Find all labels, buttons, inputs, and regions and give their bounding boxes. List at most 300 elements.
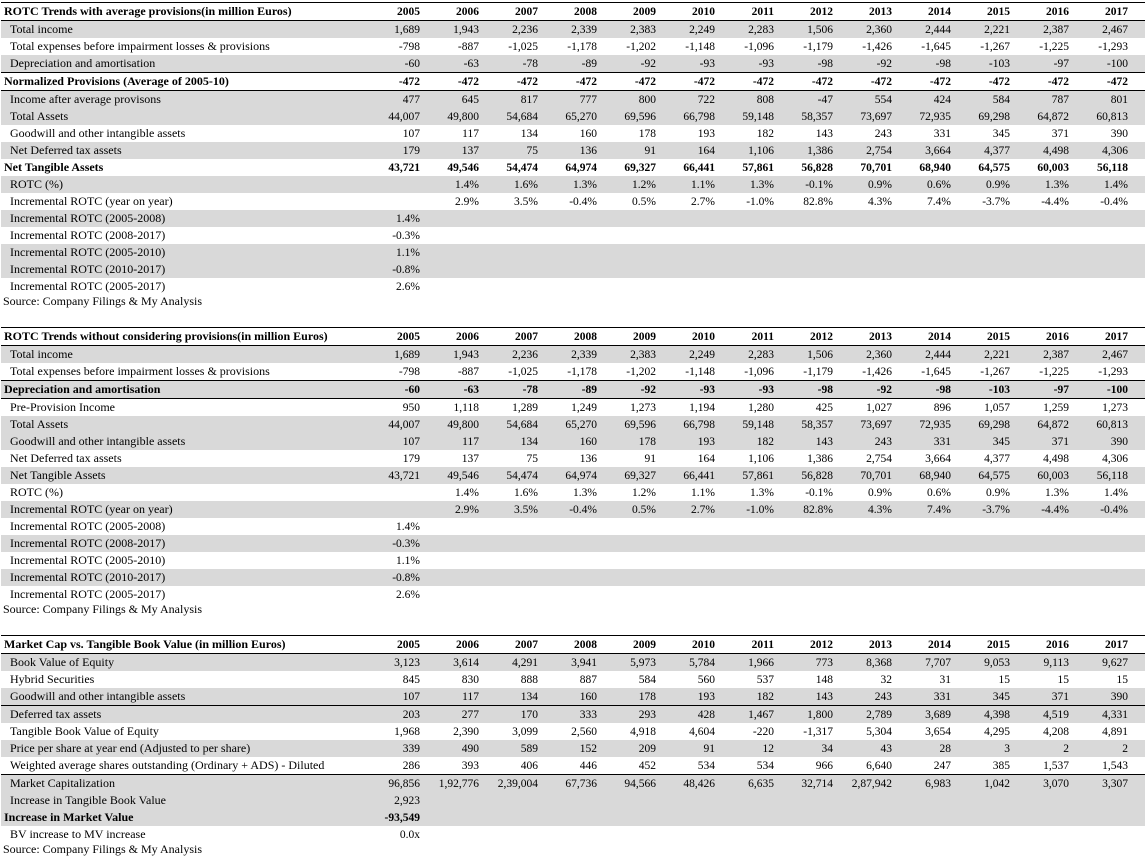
row-label: Depreciation and amortisation bbox=[10, 56, 156, 70]
table-cell: 1.3% bbox=[750, 486, 774, 499]
table-cell: -1,426 bbox=[862, 40, 892, 53]
row-label: Incremental ROTC (2005-2017) bbox=[10, 587, 166, 601]
table-cell: 2,360 bbox=[866, 348, 892, 361]
year-header-2011: 2011 bbox=[751, 5, 774, 18]
table-cell: 48,426 bbox=[683, 777, 715, 790]
table-cell: 193 bbox=[697, 690, 715, 703]
year-header-2014: 2014 bbox=[928, 638, 951, 651]
table-cell: 75 bbox=[526, 144, 538, 157]
year-header-2016: 2016 bbox=[1046, 638, 1069, 651]
table-cell: 65,270 bbox=[565, 110, 597, 123]
table-cell: 1.1% bbox=[691, 178, 715, 191]
table-cell: -0.8% bbox=[392, 571, 420, 584]
year-header-2013: 2013 bbox=[869, 5, 892, 18]
table-cell: -887 bbox=[457, 365, 479, 378]
year-header-2011: 2011 bbox=[751, 330, 774, 343]
table-cell: -1,267 bbox=[980, 365, 1010, 378]
table-cell: -98 bbox=[817, 383, 833, 396]
table-row bbox=[1, 757, 1145, 774]
table-cell: -0.4% bbox=[569, 195, 597, 208]
table-cell: 950 bbox=[402, 401, 420, 414]
table-row bbox=[1, 159, 1145, 176]
table-cell: 371 bbox=[1051, 690, 1069, 703]
table-cell: 182 bbox=[756, 127, 774, 140]
table-cell: 91 bbox=[644, 452, 656, 465]
table-cell: 57,861 bbox=[742, 469, 774, 482]
table-cell: 773 bbox=[815, 656, 833, 669]
table-cell: -98 bbox=[935, 383, 951, 396]
table-cell: 2 bbox=[1063, 742, 1069, 755]
table-cell: 4,291 bbox=[512, 656, 538, 669]
table-cell: 1.4% bbox=[1104, 486, 1128, 499]
table-cell: -93 bbox=[699, 57, 715, 70]
year-header-2011: 2011 bbox=[751, 638, 774, 651]
table-cell: 60,813 bbox=[1096, 110, 1128, 123]
table-cell: -103 bbox=[988, 57, 1010, 70]
table-cell: 589 bbox=[520, 742, 538, 755]
row-label: Net Tangible Assets bbox=[10, 468, 106, 482]
table-cell: 3 bbox=[1004, 742, 1010, 755]
table-cell: 193 bbox=[697, 127, 715, 140]
year-header-2007: 2007 bbox=[515, 638, 538, 651]
table-cell: 64,974 bbox=[565, 161, 597, 174]
table-cell: 1,966 bbox=[748, 656, 774, 669]
year-header-2008: 2008 bbox=[574, 5, 597, 18]
table-row bbox=[1, 450, 1145, 467]
table-cell: 7.4% bbox=[927, 195, 951, 208]
table-cell: 3,099 bbox=[512, 725, 538, 738]
row-label: Incremental ROTC (year on year) bbox=[10, 502, 173, 516]
row-label: Net Tangible Assets bbox=[4, 160, 104, 174]
table-cell: -0.4% bbox=[1100, 503, 1128, 516]
table-cell: -472 bbox=[870, 75, 892, 88]
table-cell: 1,92,776 bbox=[438, 777, 479, 790]
year-header-2013: 2013 bbox=[869, 638, 892, 651]
table-cell: 406 bbox=[520, 759, 538, 772]
table-cell: 107 bbox=[402, 127, 420, 140]
table-cell: 54,474 bbox=[506, 161, 538, 174]
table-cell: 2,383 bbox=[630, 348, 656, 361]
table-cell: 28 bbox=[939, 742, 951, 755]
table-cell: -100 bbox=[1106, 57, 1128, 70]
row-label: Increase in Tangible Book Value bbox=[10, 793, 167, 807]
year-header-2005: 2005 bbox=[397, 5, 420, 18]
table-cell: 1,689 bbox=[394, 23, 420, 36]
table-cell: 339 bbox=[402, 742, 420, 755]
table-cell: 371 bbox=[1051, 435, 1069, 448]
table-cell: -3.7% bbox=[982, 195, 1010, 208]
table-cell: 1.3% bbox=[573, 178, 597, 191]
table-cell: -1,148 bbox=[685, 40, 715, 53]
table-cell: 2.6% bbox=[396, 588, 420, 601]
table-cell: 1,027 bbox=[866, 401, 892, 414]
table-cell: 4,331 bbox=[1102, 708, 1128, 721]
table-cell: -0.1% bbox=[805, 486, 833, 499]
table-cell: 56,118 bbox=[1097, 161, 1128, 174]
table-cell: 1.4% bbox=[396, 212, 420, 225]
table-cell: 560 bbox=[697, 673, 715, 686]
table-cell: 82.8% bbox=[803, 503, 833, 516]
table-cell: 1,467 bbox=[748, 708, 774, 721]
table-row bbox=[1, 21, 1145, 38]
table-cell: 2,283 bbox=[748, 23, 774, 36]
table-cell: 148 bbox=[815, 673, 833, 686]
table-cell: 107 bbox=[402, 690, 420, 703]
table-cell: 59,148 bbox=[742, 418, 774, 431]
table-cell: 69,327 bbox=[624, 469, 656, 482]
table-row bbox=[1, 176, 1145, 193]
row-label: Book Value of Equity bbox=[10, 655, 115, 669]
table-cell: 6,640 bbox=[866, 759, 892, 772]
table-cell: 164 bbox=[697, 452, 715, 465]
table-cell: 1.4% bbox=[396, 520, 420, 533]
table-cell: 193 bbox=[697, 435, 715, 448]
table-cell: 2,467 bbox=[1102, 23, 1128, 36]
table-row bbox=[1, 740, 1145, 757]
table-cell: 887 bbox=[579, 673, 597, 686]
table-cell: 2,387 bbox=[1043, 23, 1069, 36]
table-cell: -472 bbox=[693, 75, 715, 88]
table-cell: -1,096 bbox=[744, 365, 774, 378]
table-cell: -1,025 bbox=[508, 40, 538, 53]
table-cell: 60,003 bbox=[1037, 469, 1069, 482]
table-cell: 4,306 bbox=[1102, 452, 1128, 465]
table-row bbox=[1, 654, 1145, 671]
year-header-2016: 2016 bbox=[1046, 5, 1069, 18]
table-cell: 830 bbox=[461, 673, 479, 686]
table-cell: -3.7% bbox=[982, 503, 1010, 516]
table-cell: 2,467 bbox=[1102, 348, 1128, 361]
table-cell: 15 bbox=[1057, 673, 1069, 686]
year-header-2014: 2014 bbox=[928, 330, 951, 343]
table-cell: 4,498 bbox=[1043, 144, 1069, 157]
table-cell: 209 bbox=[638, 742, 656, 755]
year-header-2010: 2010 bbox=[692, 5, 715, 18]
table-row bbox=[1, 210, 1145, 227]
table-cell: 4,208 bbox=[1043, 725, 1069, 738]
table-cell: 64,575 bbox=[978, 161, 1010, 174]
row-label: Normalized Provisions (Average of 2005-10) bbox=[4, 74, 229, 88]
year-header-2005: 2005 bbox=[397, 330, 420, 343]
table-row bbox=[1, 244, 1145, 261]
year-header-2015: 2015 bbox=[987, 330, 1010, 343]
table-cell: 787 bbox=[1051, 93, 1069, 106]
row-label: Net Deferred tax assets bbox=[10, 451, 122, 465]
table-cell: 12 bbox=[762, 742, 774, 755]
table-cell: 69,298 bbox=[978, 418, 1010, 431]
row-label: Incremental ROTC (2008-2017) bbox=[10, 228, 166, 242]
table-cell: 1.2% bbox=[632, 486, 656, 499]
table-cell: 428 bbox=[697, 708, 715, 721]
table-cell: -472 bbox=[1047, 75, 1069, 88]
row-label: Total expenses before impairment losses & provisions bbox=[10, 364, 270, 378]
table-cell: 7.4% bbox=[927, 503, 951, 516]
table-cell: 888 bbox=[520, 673, 538, 686]
row-label: Incremental ROTC (2005-2010) bbox=[10, 245, 166, 259]
table-cell: -1,202 bbox=[626, 365, 656, 378]
table-cell: 243 bbox=[874, 127, 892, 140]
table-cell: 164 bbox=[697, 144, 715, 157]
table-cell: 345 bbox=[992, 690, 1010, 703]
table-cell: 136 bbox=[579, 144, 597, 157]
table-cell: -98 bbox=[935, 57, 951, 70]
table-cell: 3,654 bbox=[925, 725, 951, 738]
table-cell: 75 bbox=[526, 452, 538, 465]
table-cell: 160 bbox=[579, 127, 597, 140]
table-cell: -63 bbox=[463, 383, 479, 396]
table-cell: 1,194 bbox=[689, 401, 715, 414]
table-row bbox=[1, 535, 1145, 552]
table-row bbox=[1, 125, 1145, 142]
source-note: Source: Company Filings & My Analysis bbox=[3, 602, 203, 616]
table-cell: 801 bbox=[1110, 93, 1128, 106]
table-cell: -60 bbox=[404, 57, 420, 70]
table-cell: -78 bbox=[522, 57, 538, 70]
table-cell: 43 bbox=[880, 742, 892, 755]
table-section-2 bbox=[1, 327, 1145, 603]
table-cell: 43,721 bbox=[388, 161, 420, 174]
table-cell: 66,798 bbox=[683, 110, 715, 123]
table-cell: 4,604 bbox=[689, 725, 715, 738]
table-cell: 59,148 bbox=[742, 110, 774, 123]
table-cell: 286 bbox=[402, 759, 420, 772]
year-header-2006: 2006 bbox=[456, 638, 479, 651]
table-cell: 817 bbox=[520, 93, 538, 106]
table-cell: 2 bbox=[1122, 742, 1128, 755]
table-cell: 1,968 bbox=[394, 725, 420, 738]
table-cell: 15 bbox=[1116, 673, 1128, 686]
row-label: Hybrid Securities bbox=[10, 672, 95, 686]
table-cell: -220 bbox=[752, 725, 774, 738]
table-cell: 2,236 bbox=[512, 348, 538, 361]
table-cell: 91 bbox=[703, 742, 715, 755]
table-title: ROTC Trends without considering provisions(in million Euros) bbox=[4, 329, 328, 343]
table-cell: 1,506 bbox=[807, 23, 833, 36]
table-cell: 64,974 bbox=[565, 469, 597, 482]
table-cell: 1.3% bbox=[1045, 486, 1069, 499]
table-cell: 1.3% bbox=[750, 178, 774, 191]
year-header-2009: 2009 bbox=[633, 638, 656, 651]
row-label: ROTC (%) bbox=[10, 177, 63, 191]
table-cell: 3.5% bbox=[514, 195, 538, 208]
table-cell: 3,664 bbox=[925, 144, 951, 157]
table-cell: 1,506 bbox=[807, 348, 833, 361]
table-row bbox=[1, 501, 1145, 518]
table-cell: -1.0% bbox=[746, 503, 774, 516]
row-label: Income after average provisons bbox=[10, 92, 161, 106]
table-row bbox=[1, 193, 1145, 210]
table-cell: 345 bbox=[992, 127, 1010, 140]
table-cell: 2,339 bbox=[571, 23, 597, 36]
table-cell: 277 bbox=[461, 708, 479, 721]
table-cell: 800 bbox=[638, 93, 656, 106]
table-row bbox=[1, 569, 1145, 586]
table-cell: 425 bbox=[815, 401, 833, 414]
row-label: Total expenses before impairment losses & provisions bbox=[10, 39, 270, 53]
row-label: Total Assets bbox=[10, 109, 69, 123]
table-cell: 2,236 bbox=[512, 23, 538, 36]
table-cell: 69,298 bbox=[978, 110, 1010, 123]
table-cell: -92 bbox=[876, 57, 892, 70]
table-cell: 4,891 bbox=[1102, 725, 1128, 738]
table-cell: 3,664 bbox=[925, 452, 951, 465]
table-cell: -472 bbox=[634, 75, 656, 88]
table-cell: 72,935 bbox=[919, 418, 951, 431]
table-header-row bbox=[1, 635, 1145, 654]
table-cell: 56,118 bbox=[1096, 469, 1128, 482]
table-cell: 1.1% bbox=[691, 486, 715, 499]
table-cell: 182 bbox=[756, 435, 774, 448]
table-cell: 134 bbox=[520, 690, 538, 703]
table-cell: 1,042 bbox=[984, 777, 1010, 790]
table-cell: 66,798 bbox=[683, 418, 715, 431]
row-label: Tangible Book Value of Equity bbox=[10, 724, 159, 738]
table-cell: 66,441 bbox=[683, 469, 715, 482]
table-cell: 178 bbox=[638, 690, 656, 703]
table-cell: 49,546 bbox=[447, 161, 479, 174]
table-cell: 490 bbox=[461, 742, 479, 755]
table-cell: -89 bbox=[581, 383, 597, 396]
table-cell: 424 bbox=[933, 93, 951, 106]
table-cell: 371 bbox=[1051, 127, 1069, 140]
table-cell: 82.8% bbox=[803, 195, 833, 208]
table-cell: 2,923 bbox=[394, 794, 420, 807]
table-cell: 2,789 bbox=[866, 708, 892, 721]
table-cell: -0.3% bbox=[392, 537, 420, 550]
year-header-2006: 2006 bbox=[456, 5, 479, 18]
table-cell: 160 bbox=[579, 435, 597, 448]
table-cell: 2,383 bbox=[630, 23, 656, 36]
table-cell: 179 bbox=[402, 452, 420, 465]
table-cell: 73,697 bbox=[860, 418, 892, 431]
table-cell: 5,784 bbox=[689, 656, 715, 669]
table-cell: 390 bbox=[1110, 690, 1128, 703]
table-cell: -1,179 bbox=[803, 40, 833, 53]
table-cell: 1,118 bbox=[453, 401, 479, 414]
table-cell: 137 bbox=[461, 144, 479, 157]
table-cell: -1,225 bbox=[1039, 40, 1069, 53]
table-cell: 203 bbox=[402, 708, 420, 721]
row-label: Total income bbox=[10, 22, 73, 36]
table-header-row bbox=[1, 2, 1145, 21]
table-cell: 2.7% bbox=[691, 195, 715, 208]
table-cell: 584 bbox=[992, 93, 1010, 106]
table-cell: 1,386 bbox=[807, 452, 833, 465]
table-cell: 43,721 bbox=[388, 469, 420, 482]
table-cell: 2,283 bbox=[748, 348, 774, 361]
table-cell: 534 bbox=[697, 759, 715, 772]
table-row bbox=[1, 416, 1145, 433]
table-cell: 6,635 bbox=[748, 777, 774, 790]
source-note: Source: Company Filings & My Analysis bbox=[3, 294, 203, 308]
table-cell: -472 bbox=[1106, 75, 1128, 88]
table-cell: 2,249 bbox=[689, 23, 715, 36]
table-cell: 537 bbox=[756, 673, 774, 686]
table-cell: 137 bbox=[461, 452, 479, 465]
table-cell: 117 bbox=[462, 690, 479, 703]
table-row bbox=[1, 142, 1145, 159]
table-cell: -1,317 bbox=[803, 725, 833, 738]
table-cell: 243 bbox=[874, 435, 892, 448]
table-cell: 117 bbox=[462, 127, 479, 140]
table-cell: 1,106 bbox=[748, 144, 774, 157]
table-cell: 1.2% bbox=[632, 178, 656, 191]
row-label: Incremental ROTC (2005-2017) bbox=[10, 279, 166, 293]
table-cell: 57,861 bbox=[742, 161, 774, 174]
year-header-2017: 2017 bbox=[1105, 330, 1128, 343]
table-cell: 44,007 bbox=[388, 418, 420, 431]
table-cell: 4,377 bbox=[984, 452, 1010, 465]
table-cell: -1,202 bbox=[626, 40, 656, 53]
table-cell: 3,123 bbox=[394, 656, 420, 669]
table-cell: -0.8% bbox=[392, 263, 420, 276]
year-header-2015: 2015 bbox=[987, 5, 1010, 18]
table-cell: 68,940 bbox=[919, 469, 951, 482]
table-cell: -0.4% bbox=[569, 503, 597, 516]
table-cell: 331 bbox=[933, 435, 951, 448]
table-cell: 64,575 bbox=[978, 469, 1010, 482]
table-cell: 845 bbox=[402, 673, 420, 686]
table-cell: 4.3% bbox=[868, 503, 892, 516]
row-label: Goodwill and other intangible assets bbox=[10, 434, 186, 448]
table-cell: 777 bbox=[579, 93, 597, 106]
table-cell: 66,441 bbox=[683, 161, 715, 174]
table-cell: -60 bbox=[404, 383, 420, 396]
table-cell: 0.6% bbox=[927, 486, 951, 499]
table-cell: 70,701 bbox=[860, 469, 892, 482]
table-cell: 0.5% bbox=[632, 503, 656, 516]
year-header-2007: 2007 bbox=[515, 5, 538, 18]
table-cell: 534 bbox=[756, 759, 774, 772]
table-cell: 247 bbox=[933, 759, 951, 772]
table-cell: 6,983 bbox=[925, 777, 951, 790]
table-cell: 2.9% bbox=[455, 195, 479, 208]
year-header-2017: 2017 bbox=[1105, 638, 1128, 651]
table-cell: 67,736 bbox=[565, 777, 597, 790]
table-cell: 49,800 bbox=[447, 110, 479, 123]
row-label: Incremental ROTC (year on year) bbox=[10, 194, 173, 208]
table-cell: 1,943 bbox=[453, 348, 479, 361]
table-cell: -1,178 bbox=[567, 40, 597, 53]
table-cell: 0.6% bbox=[927, 178, 951, 191]
row-label: Incremental ROTC (2008-2017) bbox=[10, 536, 166, 550]
table-cell: 182 bbox=[756, 690, 774, 703]
table-cell: 170 bbox=[520, 708, 538, 721]
table-cell: 1,289 bbox=[512, 401, 538, 414]
table-cell: 64,872 bbox=[1037, 418, 1069, 431]
table-cell: 2,444 bbox=[925, 23, 951, 36]
table-cell: 1,259 bbox=[1043, 401, 1069, 414]
table-cell: 73,697 bbox=[860, 110, 892, 123]
table-cell: 58,357 bbox=[801, 418, 833, 431]
year-header-2005: 2005 bbox=[397, 638, 420, 651]
table-cell: 4,918 bbox=[630, 725, 656, 738]
table-cell: -103 bbox=[988, 383, 1010, 396]
table-cell: 49,546 bbox=[447, 469, 479, 482]
table-title: ROTC Trends with average provisions(in million Euros) bbox=[4, 4, 292, 18]
table-cell: 58,357 bbox=[801, 110, 833, 123]
table-cell: 2,754 bbox=[866, 452, 892, 465]
table-cell: 1,106 bbox=[748, 452, 774, 465]
table-cell: 143 bbox=[815, 690, 833, 703]
table-cell: -63 bbox=[463, 57, 479, 70]
table-row bbox=[1, 38, 1145, 55]
table-cell: 96,856 bbox=[388, 777, 420, 790]
table-cell: -1,025 bbox=[508, 365, 538, 378]
table-cell: 152 bbox=[579, 742, 597, 755]
table-cell: 178 bbox=[638, 127, 656, 140]
table-cell: 54,684 bbox=[506, 418, 538, 431]
